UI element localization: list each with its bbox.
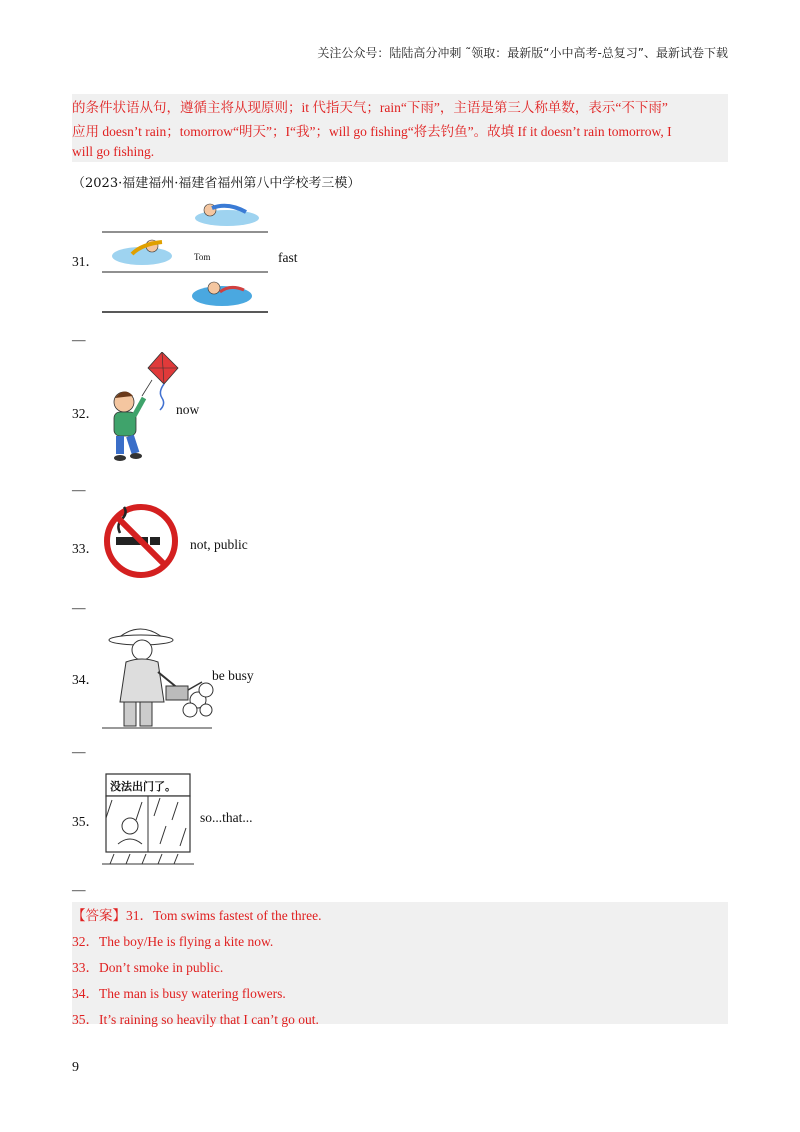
question-32-blank: —: [72, 482, 86, 497]
question-34-blank: —: [72, 744, 86, 759]
explanation-line-3: will go fishing.: [72, 144, 155, 159]
answer-line-32: 32．The boy/He is flying a kite now.: [72, 934, 274, 949]
explanation-line-2: 应用 doesn’t rain；tomorrow“明天”；I“我”；will go fishing“将去钓鱼”。故填 If it doesn’t rain tomorrow, I: [72, 124, 672, 139]
question-35-number: 35．: [72, 814, 99, 829]
question-35-blank: —: [72, 882, 86, 897]
answer-line-33: 33．Don’t smoke in public.: [72, 960, 224, 975]
question-31-hint: fast: [278, 250, 298, 265]
question-32-hint: now: [176, 402, 200, 417]
no-smoking-sign-icon: [102, 502, 180, 580]
question-35-hint: so...that...: [200, 810, 253, 825]
answer-line-31: 【答案】31．Tom swims fastest of the three.: [72, 908, 322, 923]
question-34-hint: be busy: [212, 668, 254, 683]
question-34-number: 34．: [72, 672, 99, 687]
question-33-number: 33．: [72, 541, 99, 556]
swimmers-illustration: [102, 196, 272, 316]
swimmer-name-label: Tom: [194, 252, 211, 262]
question-source: （2023·福建福州·福建省福州第八中学校考三模）: [72, 176, 361, 191]
explanation-box: [72, 94, 728, 162]
question-31-blank: —: [72, 332, 86, 347]
question-33-hint: not, public: [190, 537, 248, 552]
page-number: 9: [72, 1060, 79, 1075]
answer-box: [72, 902, 728, 1027]
man-watering-flowers-illustration: [102, 616, 214, 730]
question-31-number: 31．: [72, 254, 99, 269]
question-32-number: 32．: [72, 406, 99, 421]
explanation-line-1: 的条件状语从句，遵循主将从现原则；it 代指天气；rain“下雨”，主语是第三人称单数，表示“不下雨”: [72, 100, 668, 115]
window-sign-text: 没法出门了。: [110, 780, 176, 793]
boy-flying-kite-illustration: [102, 352, 180, 464]
answer-line-34: 34．The man is busy watering flowers.: [72, 986, 286, 1001]
answer-line-35: 35．It’s raining so heavily that I can’t go out.: [72, 1012, 319, 1027]
page-header: 关注公众号：陆陆高分冲刺 ˜领取：最新版“小中高考-总复习”、最新试卷下载: [317, 46, 728, 60]
question-33-blank: —: [72, 600, 86, 615]
